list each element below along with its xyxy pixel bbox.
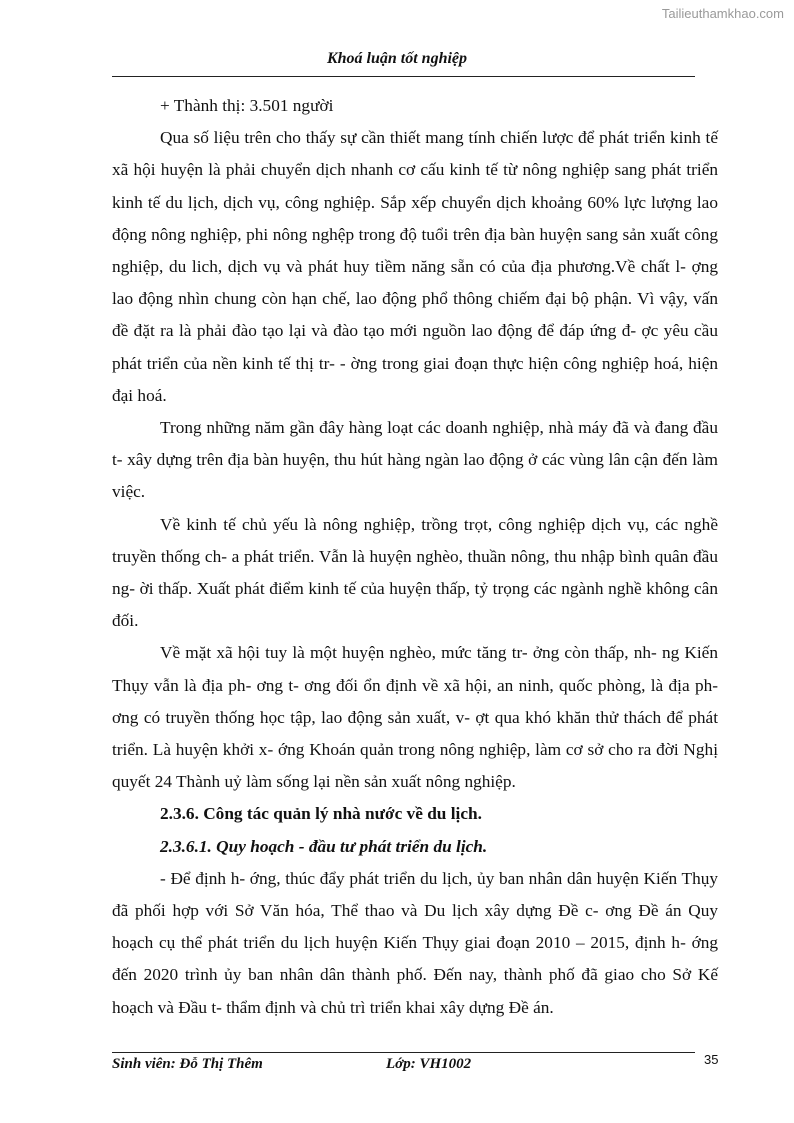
paragraph-enterprises-investment: Trong những năm gần đây hàng loạt các doanh nghiệp, nhà máy đã và đang đầu t- xây dựng trên địa bàn huyện, thu hút hàng ngàn lao động ở các vùng lân cận đến làm việc. <box>112 418 718 502</box>
page-number: 35 <box>704 1052 719 1067</box>
header-divider <box>112 76 695 77</box>
section-heading-tourism-management: 2.3.6. Công tác quản lý nhà nước về du lịch. <box>160 804 482 824</box>
footer-divider <box>112 1052 695 1053</box>
footer-student-name: Sinh viên: Đỗ Thị Thêm <box>112 1056 263 1072</box>
footer-class: Lớp: VH1002 <box>386 1056 472 1072</box>
page-header-title: Khoá luận tốt nghiệp <box>326 50 468 67</box>
paragraph-tourism-planning: - Để định h- ớng, thúc đẩy phát triển du lịch, ủy ban nhân dân huyện Kiến Thụy đã phối hợp với Sở Văn hóa, Thể thao và Du lịch xây dựng Đề c- ơng Đề án Quy hoạch cụ thể phát triển du lịch huyện Kiến Thụy giai đoạn 2010 – 2015, định h- ớng đến 2020 trình ủy ban nhân dân thành phố. Đến nay, thành phố đã giao cho Sở Kế hoạch và Đầu t- thẩm định và chủ trì triển khai xây dựng Đề án. <box>112 868 718 1017</box>
watermark: Tailieuthamkhao.com <box>661 6 784 21</box>
paragraph-social-overview: Về mặt xã hội tuy là một huyện nghèo, mức tăng tr- ởng còn thấp, nh- ng Kiến Thụy vẫn là địa ph- ơng t- ơng đối ổn định về xã hội, an ninh, quốc phòng, là địa ph- ơng có truyền thống học tập, lao động sản xuất, v- ợt qua khó khăn thử thách để phát triển. Là huyện khởi x- ớng Khoán quản trong nông nghiệp, làm cơ sở cho ra đời Nghị quyết 24 Thành uỷ làm sống lại nền sản xuất nông nghiệp. <box>112 643 718 792</box>
paragraph-urban-population: + Thành thị: 3.501 người <box>160 96 334 115</box>
page-footer <box>112 1056 718 1078</box>
paragraph-economy-overview: Về kinh tế chủ yếu là nông nghiệp, trồng trọt, công nghiệp dịch vụ, các nghề truyền thống ch- a phát triển. Vẫn là huyện nghèo, thuần nông, thu nhập bình quân đầu ng- ời thấp. Xuất phát điểm kinh tế của huyện thấp, tỷ trọng các ngành nghề không cân đối. <box>112 514 718 631</box>
paragraph-economic-restructuring: Qua số liệu trên cho thấy sự cần thiết mang tính chiến lược để phát triển kinh tế xã hội huyện là phải chuyển dịch nhanh cơ cấu kinh tế từ nông nghiệp sang phát triển kinh tế du lịch, dịch vụ, công nghiệp. Sắp xếp chuyển dịch khoảng 60% lực lượng lao động nông nghiệp, phi nông nghệp trong độ tuổi trên địa bàn huyện sang sản xuất công nghiệp, du lich, dịch vụ và phát huy tiềm năng sẵn có của địa phương.Về chất l- ợng lao động nhìn chung còn hạn chế, lao động phổ thông chiếm đại bộ phận. Vì vậy, vấn đề đặt ra là phải đào tạo lại và đào tạo mới nguồn lao động để đáp ứng đ- ợc yêu cầu phát triển của nền kinh tế thị tr- - ờng trong giai đoạn thực hiện công nghiệp hoá, hiện đại hoá. <box>112 128 718 405</box>
subsection-heading-planning-investment: 2.3.6.1. Quy hoạch - đầu tư phát triển du lịch. <box>160 836 488 856</box>
document-body <box>112 90 718 1024</box>
